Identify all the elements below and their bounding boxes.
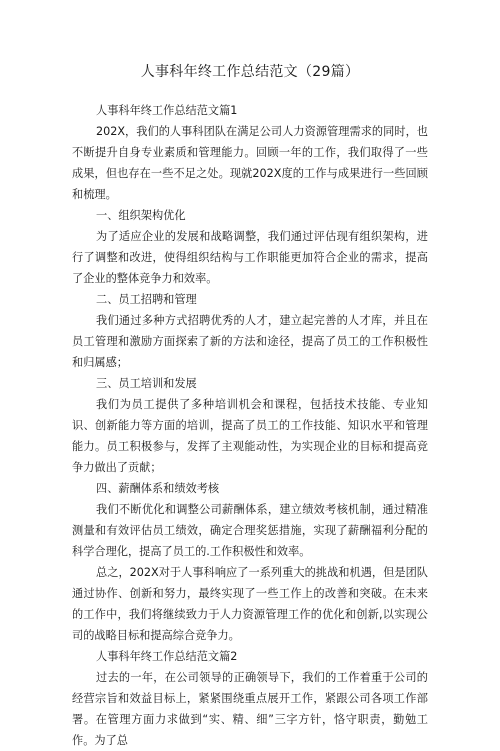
section-heading: 人事科年终工作总结范文篇2 — [96, 650, 238, 663]
paragraph: 我们不断优化和调整公司薪酬体系，建立绩效考核机制，通过精准测量和有效评估员工绩效，确定合理奖惩措施，实现了薪酬福利分配的科学合理化，提高了员工的.工作积极性和效率。 — [72, 503, 428, 558]
document-title: 人事科年终工作总结范文（29篇） — [140, 64, 360, 80]
section-heading: 四、薪酬体系和绩效考核 — [96, 482, 220, 495]
paragraph: 我们通过多种方式招聘优秀的人才，建立起完善的人才库，并且在员工管理和激励方面探索了新的方法和途径，提高了员工的工作积极性和归属感； — [72, 314, 428, 369]
paragraph: 过去的一年，在公司领导的正确领导下，我们的工作着重于公司的经营宗旨和效益目标上，紧紧围绕重点展开工作，紧跟公司各项工作部署。在管理方面力求做到“实、精、细”三字方针，恪守职责，勤勉工作。为了总 — [72, 671, 428, 747]
section-heading: 二、员工招聘和管理 — [96, 293, 197, 306]
paragraph: 总之，202X对于人事科响应了一系列重大的挑战和机遇，但是团队通过协作、创新和努力，最终实现了一些工作上的改善和突破。在未来的工作中，我们将继续致力于人力资源管理工作的优化和创新,以实现公司的战略目标和提高综合竞争力。 — [72, 566, 428, 642]
section-heading: 人事科年终工作总结范文篇1 — [96, 104, 238, 117]
paragraph: 我们为员工提供了多种培训机会和课程，包括技术技能、专业知识、创新能力等方面的培训，提高了员工的工作技能、知识水平和管理能力。员工积极参与，发挥了主观能动性，为实现企业的目标和提高竞争力做出了贡献； — [72, 398, 428, 474]
document-body — [72, 100, 428, 751]
paragraph: 202X，我们的人事科团队在满足公司人力资源管理需求的同时，也不断提升自身专业素质和管理能力。回顾一年的工作，我们取得了一些成果，但也存在一些不足之处。现就202X度的工作与成果进行一些回顾和梳理。 — [72, 125, 428, 201]
section-heading: 三、员工培训和发展 — [96, 377, 197, 390]
paragraph: 为了适应企业的发展和战略调整，我们通过评估现有组织架构，进行了调整和改进，使得组织结构与工作职能更加符合企业的需求，提高了企业的整体竞争力和效率。 — [72, 230, 428, 285]
section-heading: 一、组织架构优化 — [96, 209, 186, 222]
